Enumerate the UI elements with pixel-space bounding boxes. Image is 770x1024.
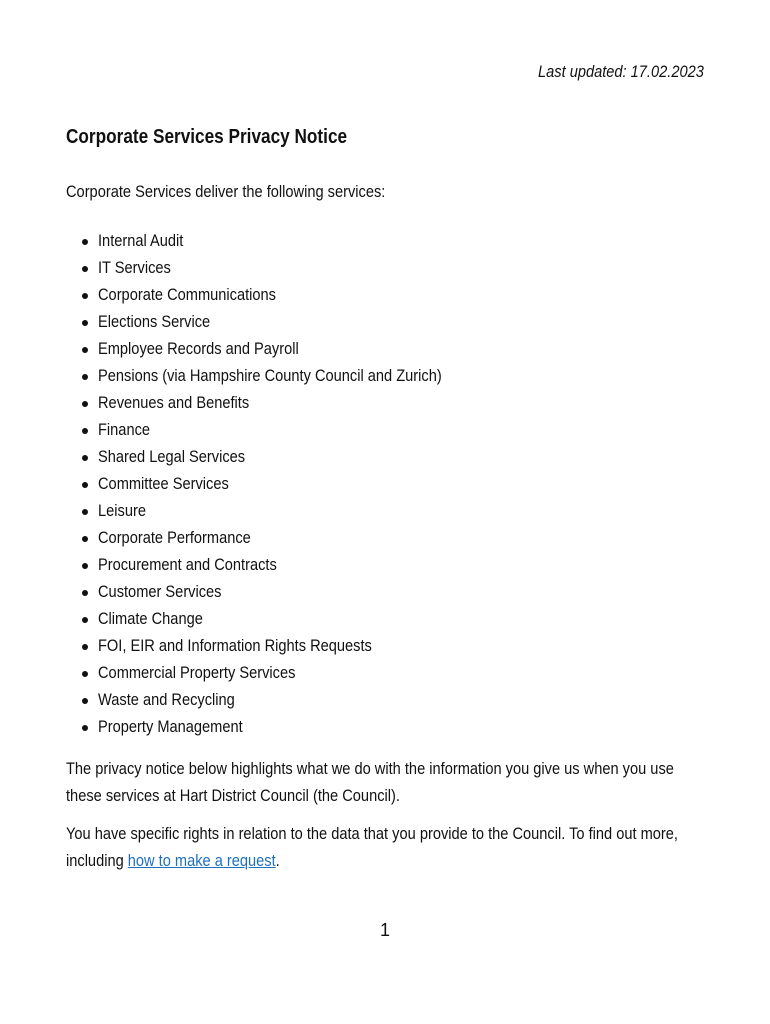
service-label: Climate Change [98, 609, 203, 628]
page-title [66, 126, 393, 149]
service-label: Elections Service [98, 312, 211, 331]
service-label: IT Services [98, 258, 171, 277]
bullet-icon [82, 347, 88, 353]
service-label: Committee Services [98, 474, 229, 493]
bullet-icon [82, 266, 88, 272]
service-label: Commercial Property Services [98, 663, 296, 682]
bullet-icon [82, 590, 88, 596]
page-number: 1 [379, 920, 390, 940]
bullet-icon [82, 482, 88, 488]
page-title-text: Corporate Services Privacy Notice [66, 126, 348, 148]
bullet-icon [82, 509, 88, 515]
bullet-icon [82, 698, 88, 704]
bullet-icon [82, 725, 88, 731]
service-label: Leisure [98, 501, 146, 520]
bullet-icon [82, 536, 88, 542]
bullet-icon [82, 428, 88, 434]
service-label: Corporate Communications [98, 285, 276, 304]
bullet-icon [82, 644, 88, 650]
bullet-icon [82, 617, 88, 623]
bullet-icon [82, 401, 88, 407]
service-label: Property Management [98, 717, 243, 736]
service-label: Procurement and Contracts [98, 555, 277, 574]
service-label: Revenues and Benefits [98, 393, 250, 412]
intro-text [66, 182, 437, 202]
intro-text-label: Corporate Services deliver the following services: [66, 182, 386, 201]
service-label: Employee Records and Payroll [98, 339, 299, 358]
rights-paragraph-text: You have specific rights in relation to the data that you provide to the Council. To find out more, including [66, 824, 678, 870]
bullet-icon [82, 455, 88, 461]
how-to-make-request-link[interactable]: how to make a request [127, 851, 276, 870]
bullet-icon [82, 320, 88, 326]
service-label: Corporate Performance [98, 528, 251, 547]
privacy-notice-paragraph: The privacy notice below highlights what we do with the information you give us when you use these services at Hart District Council (the Council). [66, 759, 674, 805]
rights-paragraph [66, 820, 685, 874]
bullet-icon [82, 293, 88, 299]
service-label: Customer Services [98, 582, 222, 601]
service-label: FOI, EIR and Information Rights Requests [98, 636, 372, 655]
bullet-icon [82, 563, 88, 569]
service-label: Internal Audit [98, 231, 184, 250]
rights-paragraph-end: . [275, 851, 280, 870]
service-label: Shared Legal Services [98, 447, 246, 466]
bullet-icon [82, 671, 88, 677]
service-label: Waste and Recycling [98, 690, 235, 709]
service-label: Pensions (via Hampshire County Council and Zurich) [98, 366, 442, 385]
service-label: Finance [98, 420, 151, 439]
bullet-icon [82, 239, 88, 245]
last-updated-date: Last updated: 17.02.2023 [538, 62, 704, 81]
bullet-icon [82, 374, 88, 380]
